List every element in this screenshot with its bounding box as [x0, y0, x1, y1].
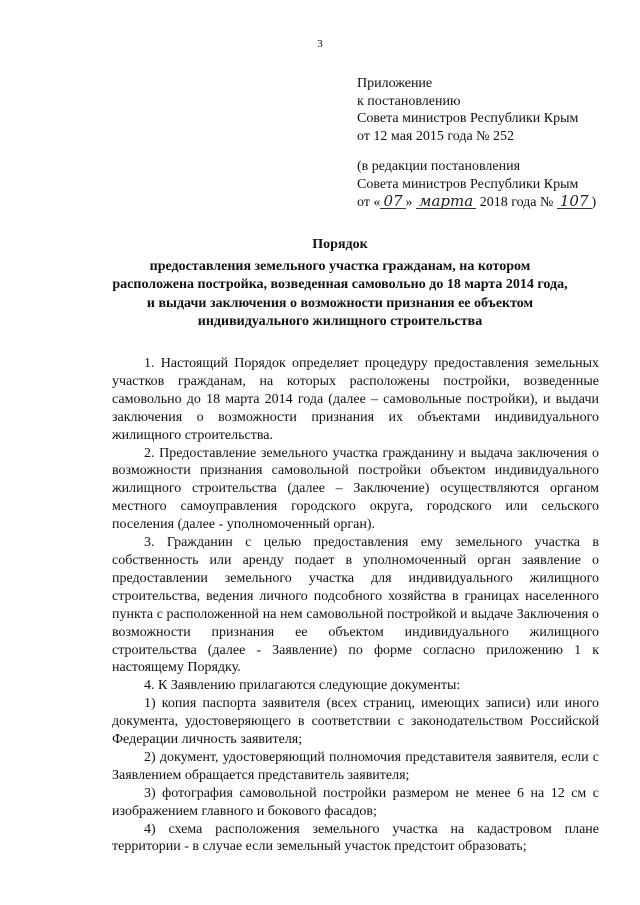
document-title-block [80, 236, 600, 331]
paragraph: 3) фотография самовольной постройки размером не менее 6 на 12 см с изображением главного и бокового фасадов; [112, 785, 599, 819]
handwritten-month: марта [416, 194, 476, 209]
page-number: 3 [317, 38, 323, 50]
edition-date-line [357, 194, 596, 212]
edition-note [357, 158, 596, 212]
paragraph: 2) документ, удостоверяющий полномочия представителя заявителя, если с Заявлением обращается представитель заявителя; [112, 749, 599, 783]
title-line: и выдачи заключения о возможности признания ее объектом [146, 295, 534, 311]
appendix-line: от 12 мая 2015 года № 252 [357, 128, 515, 144]
appendix-header [357, 75, 578, 145]
paragraph: 2. Предоставление земельного участка гражданину и выдача заключения о возможности признания самовольной постройки объектом индивидуального жилищного строительства (далее – Заключение) осуществляются органом местного самоуправления городского округа, городского или сельского поселения (далее - уполномоченный орган). [112, 445, 599, 533]
title-line: предоставления земельного участка гражданам, на котором [149, 259, 531, 275]
paragraph: 4) схема расположения земельного участка на кадастровом плане территории - в случае если земельный участок предстоит образовать; [112, 821, 599, 855]
edition-year-text: 2018 года № [476, 195, 557, 210]
title-line: индивидуального жилищного строительства [197, 313, 483, 329]
paragraph: 1. Настоящий Порядок определяет процедуру предоставления земельных участков гражданам, на которых расположены постройки, возведенные самовольно до 18 марта 2014 года (далее – самовольные постройки), и выдачи заключения о возможности признания их объектами индивидуального жилищного строительства. [112, 356, 599, 443]
document-body [112, 355, 599, 856]
edition-day-close: » [405, 195, 413, 210]
handwritten-day: 07 [380, 194, 405, 209]
appendix-line: к постановлению [357, 93, 461, 109]
document-title: Порядок [312, 237, 368, 252]
handwritten-number: 107 [557, 194, 592, 209]
appendix-line: Совета министров Республики Крым [357, 111, 579, 126]
appendix-line: Приложение [357, 76, 433, 91]
paragraph: 3. Гражданин с целью предоставления ему земельного участка в собственность или аренду подает в уполномоченный орган заявление о предоставлении земельного участка для индивидуального жилищного строительства, ведения личного подсобного хозяйства в границах населенного пункта с расположенной на нем самовольной постройкой и выдаче Заключения о возможности признания ее объектом индивидуального жилищного строительства (далее - Заявление) по форме согласно приложению 1 к настоящему Порядку. [112, 535, 599, 676]
edition-close-paren: ) [591, 195, 597, 210]
paragraph: 4. К Заявлению прилагаются следующие документы: [144, 678, 461, 694]
edition-line: Совета министров Республики Крым [357, 177, 579, 192]
edition-line: (в редакции постановления [357, 159, 521, 174]
edition-date-prefix: от « [357, 195, 381, 210]
paragraph: 1) копия паспорта заявителя (всех страниц, имеющих записи) или иного документа, удостоверяющего в соответствии с законодательством Российской Федерации личность заявителя; [112, 696, 599, 748]
title-line: расположена постройка, возведенная самовольно до 18 марта 2014 года, [112, 277, 568, 293]
